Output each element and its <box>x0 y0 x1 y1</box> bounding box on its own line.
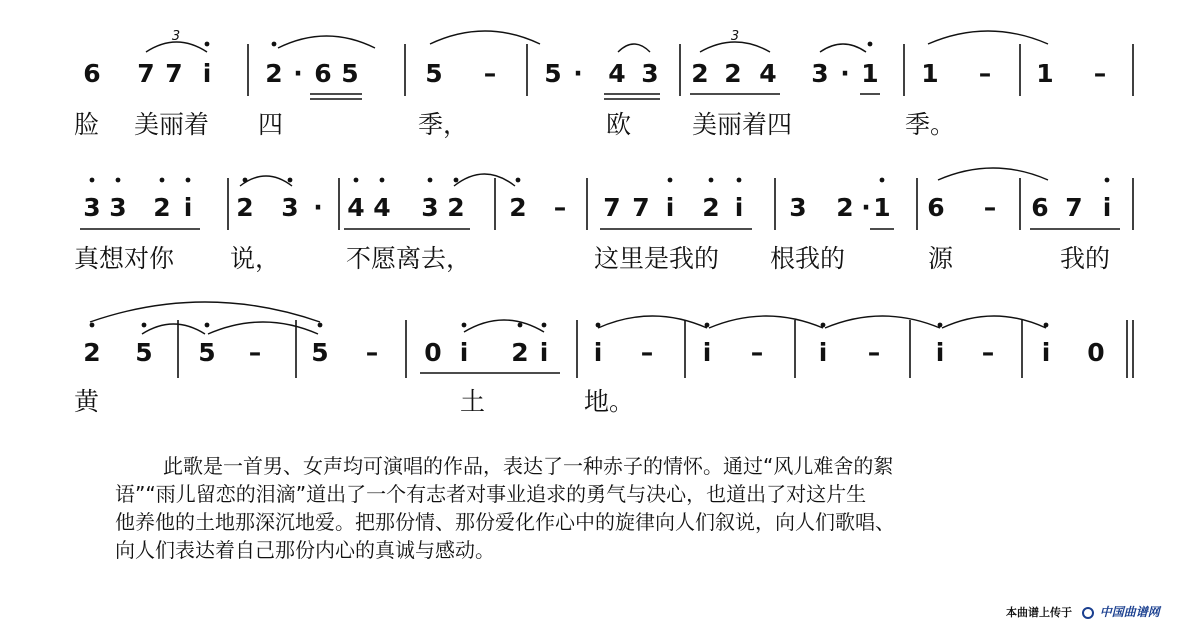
description-line: 语”“雨儿留恋的泪滴”道出了一个有志者对事业追求的勇气与决心，也道出了对这片生 <box>115 482 867 506</box>
site-name-link[interactable]: 中国曲谱网 <box>1099 605 1160 619</box>
lyric: 美丽着四 <box>692 110 793 139</box>
augmentation-dot: · <box>313 193 323 222</box>
note: – <box>983 193 997 222</box>
note: 2 <box>511 338 529 367</box>
note: 2 <box>265 59 283 88</box>
augmentation-dot: · <box>840 59 850 88</box>
octave-dot <box>868 42 873 47</box>
octave-dot <box>454 178 459 183</box>
note: i <box>935 338 945 367</box>
slur <box>825 316 940 328</box>
note: 3 <box>789 193 807 222</box>
note: 1 <box>921 59 939 88</box>
slur <box>598 316 707 328</box>
octave-dot <box>142 323 147 328</box>
note: 5 <box>425 59 443 88</box>
triplet-number: 3 <box>730 29 740 44</box>
note: 7 <box>603 193 621 222</box>
slur <box>142 324 205 334</box>
octave-dot <box>516 178 521 183</box>
note: 0 <box>1087 338 1105 367</box>
octave-dot <box>116 178 121 183</box>
augmentation-dot: · <box>573 59 583 88</box>
note: 2 <box>447 193 465 222</box>
octave-dot <box>737 178 742 183</box>
slur <box>618 44 650 52</box>
description-line: 向人们表达着自己那份内心的真诚与感动。 <box>115 538 495 562</box>
note: – <box>483 59 497 88</box>
slur <box>928 31 1048 44</box>
slur <box>938 168 1048 180</box>
lyric: 不愿离去， <box>346 244 472 273</box>
note: 2 <box>836 193 854 222</box>
octave-dot <box>205 323 210 328</box>
note: i <box>734 193 744 222</box>
octave-dot <box>318 323 323 328</box>
upload-text: 本曲谱上传于 <box>1006 606 1072 619</box>
note: i <box>183 193 193 222</box>
slur <box>709 316 823 328</box>
lyric: 四 <box>258 110 284 139</box>
note: 4 <box>759 59 777 88</box>
note: i <box>593 338 603 367</box>
note: 2 <box>236 193 254 222</box>
note: i <box>665 193 675 222</box>
note: i <box>459 338 469 367</box>
lyric: 脸 <box>74 110 100 139</box>
augmentation-dot: · <box>861 193 871 222</box>
note: 3 <box>109 193 127 222</box>
note: 3 <box>83 193 101 222</box>
octave-dot <box>205 42 210 47</box>
octave-dot <box>709 178 714 183</box>
note: 4 <box>347 193 365 222</box>
note: 3 <box>421 193 439 222</box>
lyric: 真想对你 <box>74 244 175 273</box>
note: 2 <box>724 59 742 88</box>
note: 3 <box>641 59 659 88</box>
note: – <box>750 338 764 367</box>
lyric: 地。 <box>584 387 635 416</box>
lyric: 我的 <box>1060 244 1111 273</box>
note: 6 <box>83 59 101 88</box>
note: 2 <box>691 59 709 88</box>
octave-dot <box>288 178 293 183</box>
note: 7 <box>137 59 155 88</box>
octave-dot <box>272 42 277 47</box>
site-logo-icon <box>1082 607 1094 619</box>
slur <box>90 302 320 322</box>
augmentation-dot: · <box>293 59 303 88</box>
note: 1 <box>1036 59 1054 88</box>
note: 5 <box>311 338 329 367</box>
lyric: 土 <box>460 387 486 416</box>
lyric: 根我的 <box>770 244 846 273</box>
note: 4 <box>373 193 391 222</box>
note: – <box>365 338 379 367</box>
slur <box>430 31 540 44</box>
triplet-number: 3 <box>171 29 181 44</box>
octave-dot <box>90 178 95 183</box>
note: – <box>1093 59 1107 88</box>
note: 5 <box>135 338 153 367</box>
slur <box>454 174 515 186</box>
octave-dot <box>160 178 165 183</box>
octave-dot <box>186 178 191 183</box>
note: 7 <box>1065 193 1083 222</box>
note: 2 <box>509 193 527 222</box>
slur <box>942 316 1046 328</box>
note: 0 <box>424 338 442 367</box>
octave-dot <box>428 178 433 183</box>
note: i <box>539 338 549 367</box>
note: 7 <box>632 193 650 222</box>
note: 4 <box>608 59 626 88</box>
octave-dot <box>542 323 547 328</box>
note: – <box>553 193 567 222</box>
slur <box>464 320 544 332</box>
lyric: 欧 <box>606 110 632 139</box>
note: – <box>978 59 992 88</box>
octave-dot <box>90 323 95 328</box>
note: 2 <box>83 338 101 367</box>
note: 2 <box>153 193 171 222</box>
note: 5 <box>544 59 562 88</box>
note: 1 <box>873 193 891 222</box>
note: 5 <box>341 59 359 88</box>
lyric: 说， <box>230 244 281 273</box>
slur <box>208 322 318 334</box>
note: – <box>981 338 995 367</box>
note: 3 <box>281 193 299 222</box>
slur <box>820 44 866 52</box>
note: 6 <box>927 193 945 222</box>
description-line: 此歌是一首男、女声均可演唱的作品，表达了一种赤子的情怀。通过“风儿难舍的絮 <box>163 454 894 478</box>
octave-dot <box>354 178 359 183</box>
lyric: 这里是我的 <box>594 244 720 273</box>
lyric: 季， <box>418 110 469 139</box>
note: i <box>818 338 828 367</box>
note: i <box>702 338 712 367</box>
note: 1 <box>861 59 879 88</box>
song-description <box>115 452 1075 564</box>
note: i <box>202 59 212 88</box>
octave-dot <box>668 178 673 183</box>
lyric: 美丽着 <box>134 110 210 139</box>
octave-dot <box>462 323 467 328</box>
description-line: 他养他的土地那深沉地爱。把那份情、那份爱化作心中的旋律向人们叙说，向人们歌唱、 <box>115 510 895 534</box>
lyric: 黄 <box>74 387 100 416</box>
slur <box>240 176 292 186</box>
note: – <box>867 338 881 367</box>
note: 5 <box>198 338 216 367</box>
note: 6 <box>314 59 332 88</box>
upload-credit <box>1006 603 1160 620</box>
octave-dot <box>880 178 885 183</box>
octave-dot <box>1105 178 1110 183</box>
note: – <box>640 338 654 367</box>
lyric: 季。 <box>905 110 956 139</box>
note: i <box>1041 338 1051 367</box>
lyric: 源 <box>928 244 954 273</box>
note: 2 <box>702 193 720 222</box>
octave-dot <box>380 178 385 183</box>
note: 3 <box>811 59 829 88</box>
slur <box>278 36 375 48</box>
octave-dot <box>518 323 523 328</box>
note: 7 <box>165 59 183 88</box>
note: i <box>1102 193 1112 222</box>
note: 6 <box>1031 193 1049 222</box>
note: – <box>248 338 262 367</box>
